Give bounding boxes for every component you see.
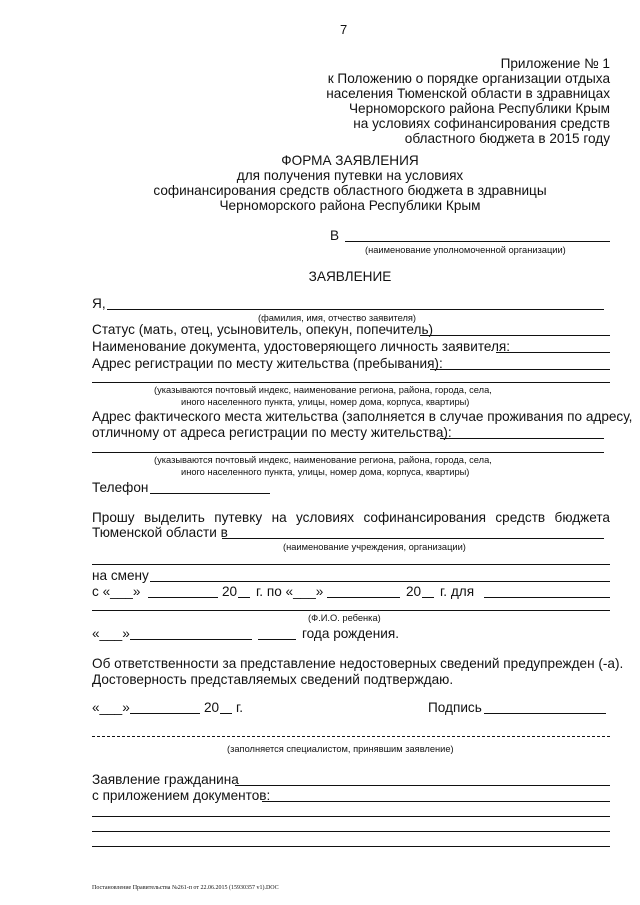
- registration-docs-label: с приложением документов:: [92, 788, 271, 803]
- child-name-hint: (Ф.И.О. ребенка): [308, 613, 381, 623]
- shift-field-line[interactable]: [150, 581, 610, 582]
- document-field-line[interactable]: [496, 352, 610, 353]
- request-line-1: [92, 510, 610, 526]
- signature-label: Подпись: [428, 700, 482, 715]
- birth-suffix: года рождения.: [302, 626, 399, 641]
- responsibility-line: Об ответственности за представление недостоверных сведений предупрежден (-а).: [92, 656, 624, 671]
- form-subtitle-line: Черноморского района Республики Крым: [219, 198, 481, 213]
- form-subtitle-line: для получения путевки на условиях: [236, 168, 464, 183]
- birth-month-line[interactable]: [130, 639, 252, 640]
- sign-date-line[interactable]: [130, 713, 200, 714]
- footer-filename: Постановление Правительства №261-п от 22.06.2015 (15930357 v1).DOC: [92, 885, 279, 891]
- registration-docs-line-2[interactable]: [92, 816, 610, 817]
- request-word: бюджета: [554, 510, 610, 525]
- responsibility-line: Достоверность представляемых сведений подтверждаю.: [92, 672, 454, 687]
- registration-label: Заявление гражданина: [92, 772, 239, 787]
- annex-line: к Положению о порядке организации отдыха: [327, 71, 610, 86]
- actual-address-field-line[interactable]: [440, 438, 604, 439]
- actual-address-field-line-2[interactable]: [92, 452, 604, 453]
- applicant-name-line[interactable]: [107, 309, 604, 310]
- birth-year-line[interactable]: [258, 639, 296, 640]
- request-word: выделить: [143, 510, 205, 525]
- statement-title: ЗАЯВЛЕНИЕ: [308, 269, 392, 284]
- year-to-line[interactable]: [422, 597, 434, 598]
- year-from-line[interactable]: [238, 597, 250, 598]
- to-prefix: В: [330, 228, 340, 243]
- sign-year-suffix: г.: [236, 700, 244, 715]
- request-word: Прошу: [92, 510, 135, 525]
- phone-field-line[interactable]: [150, 493, 270, 494]
- document-label: Наименование документа, удостоверяющего личность заявителя:: [92, 339, 511, 354]
- annex-line: областного бюджета в 2015 году: [404, 131, 610, 146]
- sign-year: 20: [204, 700, 220, 715]
- request-word: средств: [495, 510, 546, 525]
- actual-address-hint: иного населенного пункта, улицы, номер дома, корпуса, квартиры): [181, 467, 470, 477]
- separator-dashed: [92, 736, 610, 737]
- institution-hint: (наименование учреждения, организации): [283, 542, 466, 552]
- date-to-month-line[interactable]: [327, 597, 400, 598]
- registration-docs-line-4[interactable]: [92, 846, 610, 847]
- registration-field-line[interactable]: [235, 785, 610, 786]
- applicant-name-hint: (фамилия, имя, отчество заявителя): [258, 313, 417, 323]
- status-label: Статус (мать, отец, усыновитель, опекун, попечитель): [92, 322, 434, 337]
- date-to-label: г. по «___»: [256, 584, 324, 599]
- phone-label: Телефон: [92, 480, 149, 495]
- actual-address-hint: (указываются почтовый индекс, наименование региона, района, города, села,: [154, 455, 492, 465]
- request-word: на: [271, 510, 287, 525]
- institution-field-line[interactable]: [222, 538, 604, 539]
- request-word: путевку: [214, 510, 263, 525]
- sign-year-line[interactable]: [220, 713, 232, 714]
- form-title: ФОРМА ЗАЯВЛЕНИЯ: [281, 153, 419, 168]
- organization-hint: (наименование уполномоченной организации): [365, 245, 566, 255]
- actual-address-label: отличному от адреса регистрации по месту жительства):: [92, 425, 452, 440]
- annex-line: на условиях софинансирования средств: [353, 116, 610, 131]
- reg-address-field-line[interactable]: [430, 369, 610, 370]
- annex-line: Приложение № 1: [500, 56, 610, 71]
- signature-line[interactable]: [484, 713, 606, 714]
- child-field-line[interactable]: [484, 597, 610, 598]
- actual-address-label: Адрес фактического места жительства (заполняется в случае проживания по адресу,: [92, 409, 633, 424]
- reg-address-hint: иного населенного пункта, улицы, номер дома, корпуса, квартиры): [181, 397, 470, 407]
- registration-docs-line[interactable]: [262, 801, 610, 802]
- for-label: г. для: [440, 584, 475, 599]
- reg-address-label: Адрес регистрации по месту жительства (пребывания):: [92, 356, 443, 371]
- applicant-prefix: Я,: [92, 296, 106, 311]
- year-prefix: 20: [406, 584, 422, 599]
- specialist-hint: (заполняется специалистом, принявшим заявление): [227, 744, 454, 754]
- birth-prefix: «___»: [92, 626, 130, 641]
- date-from-prefix: с «___»: [92, 584, 141, 599]
- reg-address-field-line-2[interactable]: [92, 382, 610, 383]
- sign-date-prefix: «___»: [92, 700, 130, 715]
- page-number: 7: [340, 22, 348, 37]
- shift-label: на смену: [92, 568, 149, 583]
- status-field-line[interactable]: [420, 335, 610, 336]
- annex-line: Черноморского района Республики Крым: [348, 101, 610, 116]
- request-word: софинансирования: [363, 510, 486, 525]
- year-prefix: 20: [222, 584, 238, 599]
- institution-field-line-2[interactable]: [92, 564, 610, 565]
- request-line-2: Тюменской области в: [92, 525, 228, 540]
- organization-field-line[interactable]: [345, 241, 610, 242]
- child-name-line[interactable]: [92, 610, 610, 611]
- reg-address-hint: (указываются почтовый индекс, наименование региона, района, города, села,: [154, 385, 492, 395]
- date-from-month-line[interactable]: [148, 597, 218, 598]
- request-word: условиях: [296, 510, 355, 525]
- registration-docs-line-3[interactable]: [92, 831, 610, 832]
- form-subtitle-line: софинансирования средств областного бюджета в здравницы: [153, 183, 547, 198]
- annex-line: населения Тюменской области в здравницах: [326, 86, 610, 101]
